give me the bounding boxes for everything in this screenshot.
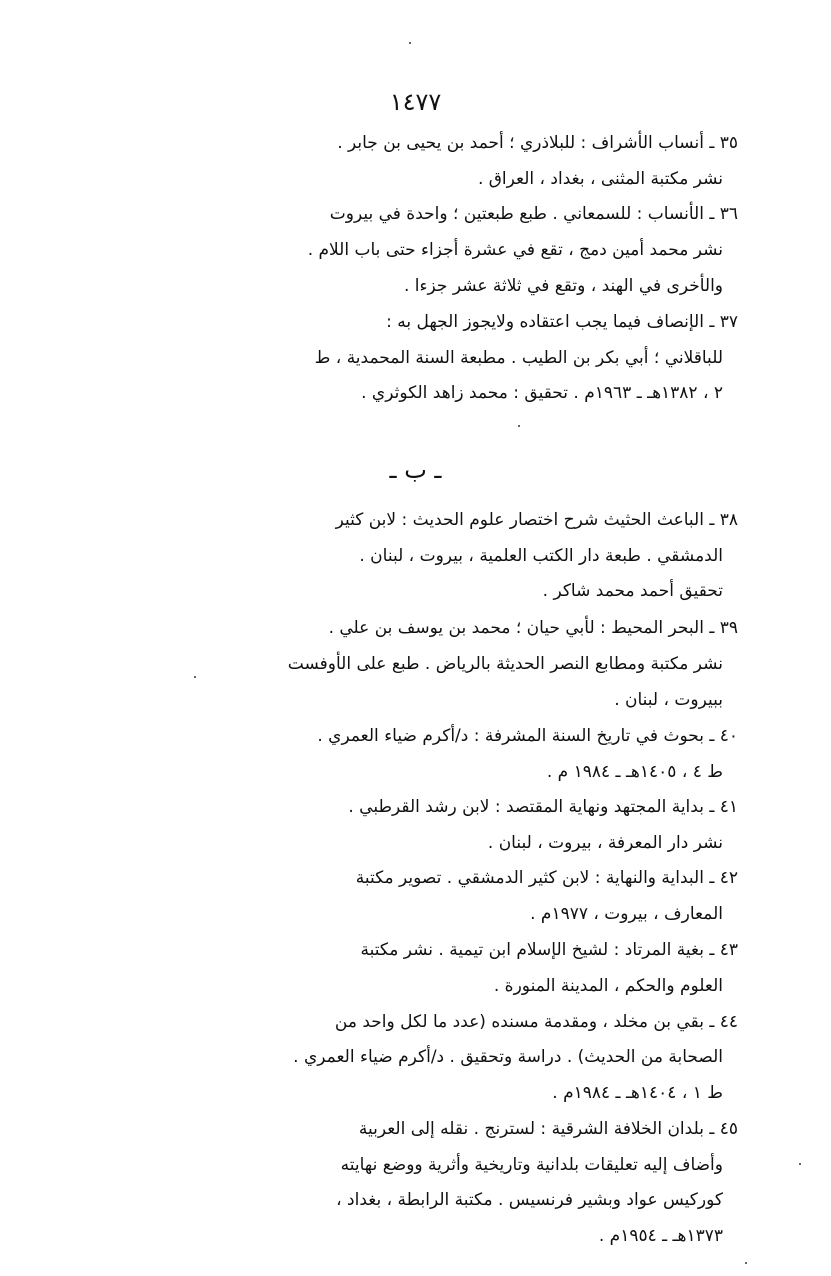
bibliography-entry-continuation: كوركيس عواد وبشير فرنسيس . مكتبة الرابطة ، بغداد ، — [336, 1190, 723, 1210]
section-heading-ba: ـ ب ـ — [389, 456, 442, 484]
bibliography-entry-start: ٤٤ ـ بقي بن مخلد ، ومقدمة مسنده (عدد ما لكل واحد من — [334, 1012, 738, 1032]
bibliography-entry-continuation: الدمشقي . طبعة دار الكتب العلمية ، بيروت ، لبنان . — [359, 546, 723, 566]
bibliography-entry-start: ٣٧ ـ الإنصاف فيما يجب اعتقاده ولايجوز الجهل به : — [386, 312, 738, 332]
scan-speck — [194, 676, 196, 678]
bibliography-entry-start: ٤٣ ـ بغية المرتاد : لشيخ الإسلام ابن تيمية . نشر مكتبة — [360, 940, 738, 960]
scan-speck — [518, 425, 520, 427]
bibliography-entry-continuation: المعارف ، بيروت ، ١٩٧٧م . — [530, 904, 723, 924]
bibliography-entry-continuation: تحقيق أحمد محمد شاكر . — [542, 581, 723, 601]
bibliography-entry-start: ٣٩ ـ البحر المحيط : لأبي حيان ؛ محمد بن يوسف بن علي . — [328, 618, 738, 638]
bibliography-entry-continuation: للباقلاني ؛ أبي بكر بن الطيب . مطبعة السنة المحمدية ، ط — [314, 348, 723, 368]
bibliography-entry-continuation: نشر مكتبة ومطابع النصر الحديثة بالرياض . طبع على الأوفست — [287, 654, 723, 674]
bibliography-entry-start: ٤١ ـ بداية المجتهد ونهاية المقتصد : لابن رشد القرطبي . — [348, 797, 738, 817]
bibliography-entry-continuation: نشر مكتبة المثنى ، بغداد ، العراق . — [477, 169, 723, 189]
bibliography-entry-start: ٣٥ ـ أنساب الأشراف : للبلاذري ؛ أحمد بن يحيى بن جابر . — [337, 133, 738, 153]
bibliography-entry-continuation: الصحابة من الحديث) . دراسة وتحقيق . د/أكرم ضياء العمري . — [293, 1047, 723, 1067]
bibliography-entry-continuation: وأضاف إليه تعليقات بلدانية وتاريخية وأثرية ووضع نهايته — [340, 1155, 723, 1175]
bibliography-entry-start: ٣٦ ـ الأنساب : للسمعاني . طبع طبعتين ؛ واحدة في بيروت — [329, 204, 738, 224]
bibliography-entry-start: ٤٥ ـ بلدان الخلافة الشرقية : لسترنج . نقله إلى العربية — [358, 1119, 738, 1139]
scan-speck — [745, 1262, 747, 1264]
bibliography-entry-continuation: العلوم والحكم ، المدينة المنورة . — [493, 976, 723, 996]
bibliography-entry-continuation: ط ١ ، ١٤٠٤هـ ـ ١٩٨٤م . — [552, 1083, 723, 1103]
page-number: ١٤٧٧ — [389, 88, 442, 116]
bibliography-entry-start: ٤٠ ـ بحوث في تاريخ السنة المشرفة : د/أكرم ضياء العمري . — [317, 726, 738, 746]
bibliography-entry-continuation: والأخرى في الهند ، وتقع في ثلاثة عشر جزءا . — [404, 276, 723, 296]
bibliography-entry-continuation: ١٣٧٣هـ ـ ١٩٥٤م . — [598, 1226, 723, 1246]
bibliography-entry-continuation: نشر محمد أمين دمج ، تقع في عشرة أجزاء حتى باب اللام . — [307, 240, 723, 260]
bibliography-entry-continuation: نشر دار المعرفة ، بيروت ، لبنان . — [487, 833, 723, 853]
bibliography-entry-continuation: ببيروت ، لبنان . — [614, 690, 723, 710]
bibliography-entry-continuation: ط ٤ ، ١٤٠٥هـ ـ ١٩٨٤ م . — [546, 762, 723, 782]
scan-speck — [799, 1163, 801, 1165]
scan-speck — [409, 42, 411, 44]
bibliography-entry-start: ٤٢ ـ البداية والنهاية : لابن كثير الدمشقي . تصوير مكتبة — [355, 868, 738, 888]
bibliography-entry-continuation: ٢ ، ١٣٨٢هـ ـ ١٩٦٣م . تحقيق : محمد زاهد الكوثري . — [361, 383, 723, 403]
bibliography-entry-start: ٣٨ ـ الباعث الحثيث شرح اختصار علوم الحديث : لابن كثير — [335, 510, 738, 530]
